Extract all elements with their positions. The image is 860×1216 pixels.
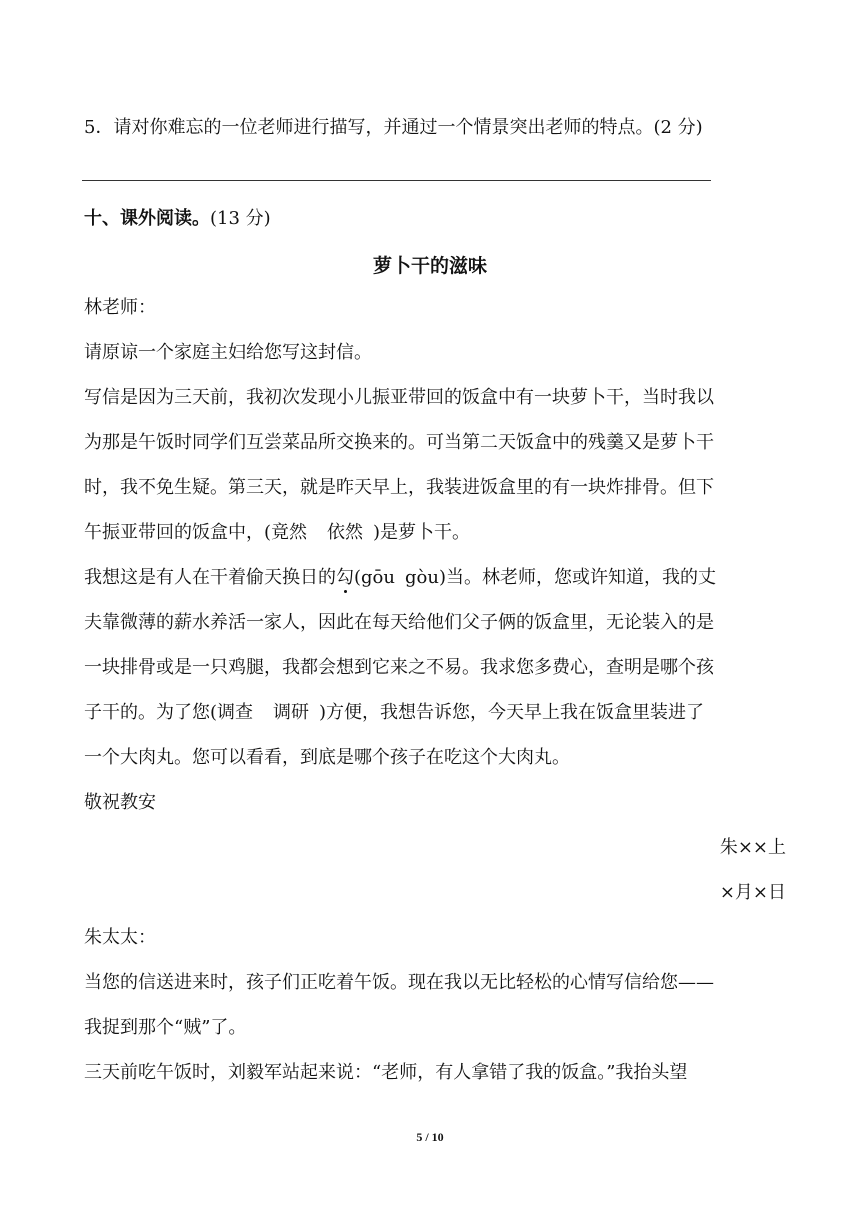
option-diaocha: 调查 [217, 702, 254, 723]
section-points: (13 分) [210, 208, 271, 229]
text-segment: )当。林老师，您或许知道，我的丈 [438, 567, 716, 588]
letter1-date: ×月×日 [719, 882, 786, 903]
question-5: 5．请对你难忘的一位老师进行描写，并通过一个情景突出老师的特点。(2 分) [84, 117, 703, 138]
paren-open: ( [354, 567, 362, 588]
letter1-p2-line1: 写信是因为三天前，我初次发现小儿振亚带回的饭盒中有一块萝卜干，当时我以 [84, 387, 714, 408]
pinyin-option-2: gòu [404, 567, 439, 588]
pinyin-option-1: gōu [361, 567, 395, 588]
option-diaoyan: 调研 [273, 702, 310, 723]
letter1-p1: 请原谅一个家庭主妇给您写这封信。 [84, 342, 372, 363]
letter1-p2-line4 [84, 521, 470, 545]
section-label: 十、课外阅读。 [84, 208, 210, 229]
dotted-char: 勾 [336, 567, 354, 588]
story-title: 萝卜干的滋味 [372, 255, 487, 277]
option-yiran: 依然 [327, 522, 364, 543]
letter2-p1-line1: 当您的信送进来时，孩子们正吃着午饭。现在我以无比轻松的心情写信给您—— [84, 972, 714, 993]
option-jingran: 竟然 [271, 522, 308, 543]
letter2-p1-line2: 我捉到那个“贼”了。 [84, 1017, 247, 1038]
letter1-p2-line2: 为那是午饭时同学们互尝菜品所交换来的。可当第二天饭盒中的残羹又是萝卜干 [84, 432, 714, 453]
text-segment: 子干的。为了您( [84, 702, 218, 723]
letter2-salutation: 朱太太： [84, 927, 156, 948]
page-number: 5 / 10 [416, 1130, 444, 1144]
letter1-p3-line3: 一块排骨或是一只鸡腿，我都会想到它来之不易。我求您多费心，查明是哪个孩 [84, 657, 714, 678]
letter1-signature: 朱××上 [719, 837, 786, 858]
text-segment: )方便，我想告诉您，今天早上我在饭盒里装进了 [319, 702, 705, 723]
letter1-p3-line2: 夫靠微薄的薪水养活一家人，因此在每天给他们父子俩的饭盒里，无论装入的是 [84, 612, 714, 633]
letter1-p3-line4 [84, 701, 704, 725]
answer-line [82, 180, 711, 181]
letter1-p3-line1 [84, 566, 716, 590]
text-segment: 午振亚带回的饭盒中，( [84, 522, 272, 543]
text-segment: 我想这是有人在干着偷天换日的 [84, 567, 336, 588]
letter1-p2-line3: 时，我不免生疑。第三天，就是昨天早上，我装进饭盒里的有一块炸排骨。但下 [84, 477, 714, 498]
section-heading [84, 207, 271, 231]
letter1-closing: 敬祝教安 [84, 792, 156, 813]
text-segment: )是萝卜干。 [373, 522, 471, 543]
letter2-p2-line1: 三天前吃午饭时，刘毅军站起来说：“老师，有人拿错了我的饭盒。”我抬头望 [84, 1062, 688, 1083]
letter1-salutation: 林老师： [84, 297, 156, 318]
letter1-p3-line5: 一个大肉丸。您可以看看，到底是哪个孩子在吃这个大肉丸。 [84, 747, 570, 768]
